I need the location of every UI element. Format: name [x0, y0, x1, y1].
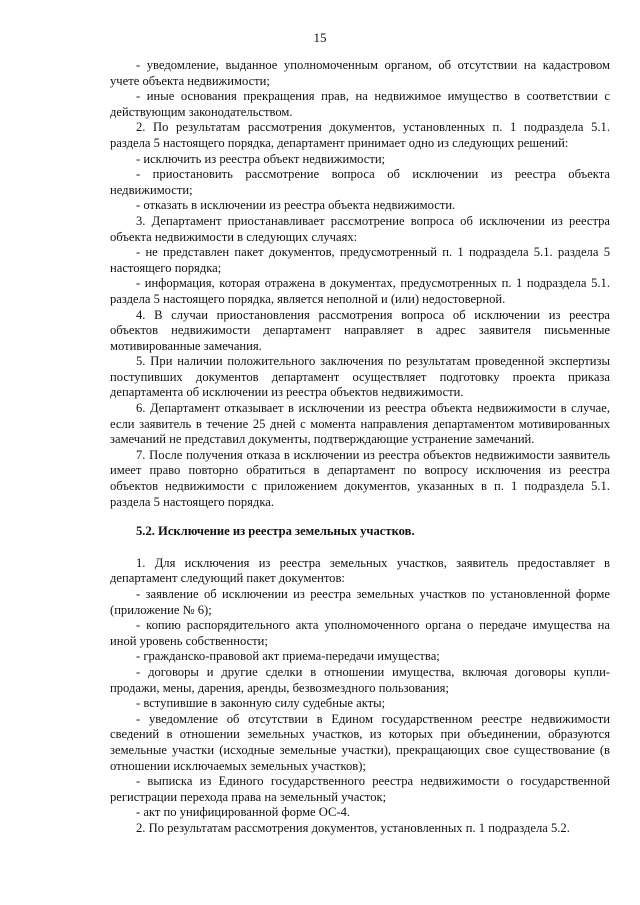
paragraph: - иные основания прекращения прав, на недвижимое имущество в соответствии с действующим законодательством.: [110, 89, 610, 119]
paragraph: - приостановить рассмотрение вопроса об исключении из реестра объекта недвижимости;: [110, 167, 610, 197]
paragraph: - вступившие в законную силу судебные акты;: [136, 696, 386, 711]
paragraph: 6. Департамент отказывает в исключении из реестра объекта недвижимости в случае, если заявитель в течение 25 дней с момента направления департаментом мотивированных замечаний не представил документы, подтверждающие устранение замечаний.: [110, 401, 610, 447]
paragraph: 3. Департамент приостанавливает рассмотрение вопроса об исключении из реестра объекта недвижимости в следующих случаях:: [110, 213, 610, 244]
paragraph: 7. После получения отказа в исключении из реестра объектов недвижимости заявитель имеет право повторно обратиться в департамент по вопросу исключения из реестра объектов недвижимости с приложением документов, указанных в п. 1 подраздела 5.1. раздела 5 настоящего порядка.: [110, 447, 610, 509]
paragraph: - отказать в исключении из реестра объекта недвижимости.: [136, 198, 456, 213]
paragraph: - исключить из реестра объект недвижимости;: [136, 151, 386, 166]
paragraph: - гражданско-правовой акт приема-передачи имущества;: [136, 649, 440, 664]
paragraph: - уведомление, выданное уполномоченным органом, об отсутствии на кадастровом учете объекта недвижимости;: [110, 58, 610, 88]
paragraph: - акт по унифицированной форме ОС-4.: [136, 805, 351, 820]
paragraph: - информация, которая отражена в документах, предусмотренных п. 1 подраздела 5.1. раздела 5 настоящего порядка, является неполной и (или) недостоверной.: [110, 276, 610, 306]
paragraph: 1. Для исключения из реестра земельных участков, заявитель предоставляет в департамент следующий пакет документов:: [110, 555, 610, 586]
paragraph: 4. В случаи приостановления рассмотрения вопроса об исключении из реестра объектов недвижимости департамент направляет в адрес заявителя письменные мотивированные замечания.: [110, 307, 610, 353]
paragraph: - заявление об исключении из реестра земельных участков по установленной форме (приложение № 6);: [110, 587, 610, 617]
page-number: 15: [313, 30, 327, 45]
paragraph: - договоры и другие сделки в отношении имущества, включая договоры купли-продажи, мены, дарения, аренды, безвозмездного пользования;: [110, 664, 610, 695]
paragraph: - копию распорядительного акта уполномоченного органа о передаче имущества на иной уровень собственности;: [110, 618, 610, 648]
paragraph: 5. При наличии положительного заключения по результатам проведенной экспертизы поступивших документов департамент осуществляет подготовку проекта приказа департамента об исключении из реестра объектов недвижимости.: [110, 354, 610, 400]
paragraph: 2. По результатам рассмотрения документов, установленных п. 1 подраздела 5.1. раздела 5 настоящего порядка, департамент принимает одно из следующих решений:: [110, 120, 610, 150]
paragraph: - уведомление об отсутствии в Едином государственном реестре недвижимости сведений в отношении земельных участков, из которых при объединении, образуются земельные участки (исходные земельные участки), прекращающих свое существование (в отношении исключаемых земельных участков);: [110, 711, 610, 773]
paragraph: - не представлен пакет документов, предусмотренный п. 1 подраздела 5.1. раздела 5 настоящего порядка;: [110, 245, 610, 275]
document-body: [110, 58, 610, 837]
paragraph: - выписка из Единого государственного реестра недвижимости о государственной регистрации перехода права на земельный участок;: [110, 774, 610, 804]
paragraph: 2. По результатам рассмотрения документов, установленных п. 1 подраздела 5.2.: [136, 820, 570, 835]
section-heading: 5.2. Исключение из реестра земельных участков.: [136, 524, 415, 539]
